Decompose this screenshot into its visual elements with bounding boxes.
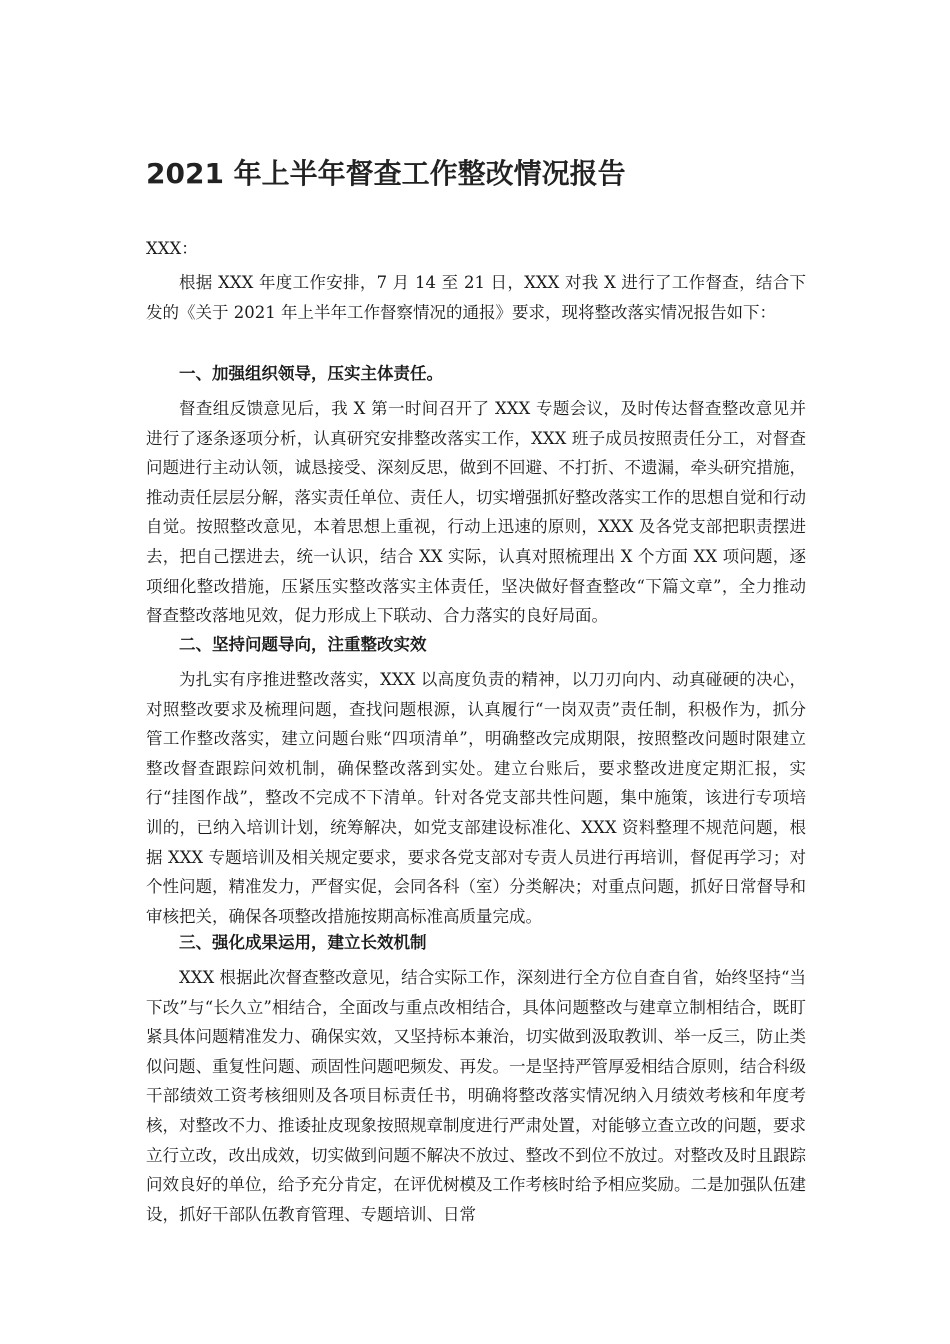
salutation: XXX：	[146, 239, 198, 258]
section-body-3: XXX 根据此次督查整改意见，结合实际工作，深刻进行全方位自查自省，始终坚持“当下改”与“长久立”相结合，全面改与重点改相结合，具体问题整改与建章立制相结合，既盯紧具体问题精准发力、确保实效，又坚持标本兼治，切实做到汲取教训、举一反三，防止类似问题、重复性问题、顽固性问题吧频发、再发。一是坚持严管厚爱相结合原则，结合科级干部绩效工资考核细则及各项目标责任书，明确将整改落实情况纳入月绩效考核和年度考核，对整改不力、推诿扯皮现象按照规章制度进行严肃处置，对能够立查立改的问题，要求立行立改，改出成效，切实做到问题不解决不放过、整改不到位不放过。对整改及时且跟踪问效良好的单位，给予充分肯定，在评优树模及工作考核时给予相应奖励。二是加强队伍建设，抓好干部队伍教育管理、专题培训、日常	[146, 968, 806, 1224]
document-title: 2021 年上半年督查工作整改情况报告	[146, 157, 626, 190]
section-body-2: 为扎实有序推进整改落实，XXX 以高度负责的精神，以刀刃向内、动真碰硬的决心，对照整改要求及梳理问题，查找问题根源，认真履行“一岗双责”责任制，积极作为，抓分管工作整改落实，建立问题台账“四项清单”，明确整改完成期限，按照整改问题时限建立整改督查跟踪问效机制，确保整改落到实处。建立台账后，要求整改进度定期汇报，实行“挂图作战”，整改不完成不下清单。针对各党支部共性问题，集中施策，该进行专项培训的，已纳入培训计划，统筹解决，如党支部建设标准化、XXX 资料整理不规范问题，根据 XXX 专题培训及相关规定要求，要求各党支部对专责人员进行再培训，督促再学习；对个性问题，精准发力，严督实促，会同各科（室）分类解决；对重点问题，抓好日常督导和审核把关，确保各项整改措施按期高标准高质量完成。	[146, 670, 806, 926]
section-heading-2: 二、坚持问题导向，注重整改实效	[179, 635, 427, 654]
intro-paragraph: 根据 XXX 年度工作安排，7 月 14 至 21 日，XXX 对我 X 进行了工作督查，结合下发的《关于 2021 年上半年工作督察情况的通报》要求，现将整改落实情况报告如下：	[146, 273, 806, 322]
section-body-1: 督查组反馈意见后，我 X 第一时间召开了 XXX 专题会议，及时传达督查整改意见并进行了逐条逐项分析，认真研究安排整改落实工作，XXX 班子成员按照责任分工，对督查问题进行主动认领，诚恳接受、深刻反思，做到不回避、不打折、不遗漏，牵头研究措施，推动责任层层分解，落实责任单位、责任人，切实增强抓好整改落实工作的思想自觉和行动自觉。按照整改意见，本着思想上重视，行动上迅速的原则，XXX 及各党支部把职责摆进去，把自己摆进去，统一认识，结合 XX 实际，认真对照梳理出 X 个方面 XX 项问题，逐项细化整改措施，压紧压实整改落实主体责任，坚决做好督查整改“下篇文章”，全力推动督查整改落地见效，促力形成上下联动、合力落实的良好局面。	[146, 399, 806, 626]
section-heading-1: 一、加强组织领导，压实主体责任。	[179, 364, 443, 383]
section-heading-3: 三、强化成果运用，建立长效机制	[179, 933, 427, 952]
